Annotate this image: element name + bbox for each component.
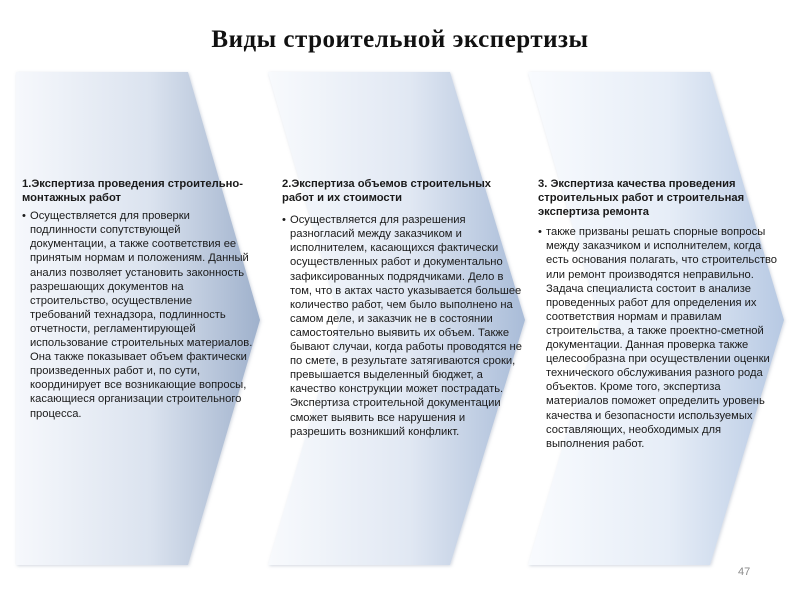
column-title: 1.Экспертиза проведения строительно-монтажных работ bbox=[22, 178, 243, 205]
column-assembly-works bbox=[22, 177, 254, 421]
column-text: • Осуществляется для разрешения разногласий между заказчиком и исполнителем, касающихся фактически осуществленных работ и документально зафиксированных подрядчиками. Дело в том, что в актах часто указывается большее количество работ, чем было выполнено на самом деле, и заказчик не в состоянии самостоятельно выявить их объем. Также бывают случаи, когда работы проводятся не по смете, в результате затягиваются сроки, превышается выделенный бюджет, а качество конструкции может пострадать. Экспертиза строительной документации сможет выявить все нарушения и разрешить возникший конфликт. bbox=[282, 213, 522, 439]
column-title: 2.Экспертиза объемов строительных работ и их стоимости bbox=[282, 178, 491, 205]
column-volume-cost bbox=[282, 177, 522, 439]
column-text: • также призваны решать спорные вопросы между заказчиком и исполнителем, когда есть основания полагать, что строительство или ремонт производятся неправильно. Задача специалиста состоит в анализе проведенных работ для определения их соответствия нормам и правилам строительства, а также проектно-сметной документации. Данная проверка также целесообразна при осуществлении оценки технического обслуживания разного рода объектов. Кроме того, экспертиза материалов поможет определить уровень качества и безопасности используемых составляющих, необходимых для выполнения работ. bbox=[538, 225, 778, 451]
column-title: 3. Экспертиза качества проведения строительных работ и строительная экспертиза ремонта bbox=[538, 178, 745, 219]
column-quality-repair bbox=[538, 177, 778, 451]
slide-title: Виды строительной экспертизы bbox=[211, 26, 589, 53]
column-text: • Осуществляется для проверки подлинности сопутствующей документации, а также соответствия ее принятым нормам и положениям. Данный анализ позволяет установить законность разрешающих документов на строительство, осуществление требований технадзора, подлинность отчетности, регламентирующей использование строительных материалов. Она также показывает объем фактически произведенных работ и, по сути, координирует все возникающие вопросы, касающиеся организации строительного процесса. bbox=[22, 209, 254, 420]
page-number: 47 bbox=[738, 566, 751, 578]
